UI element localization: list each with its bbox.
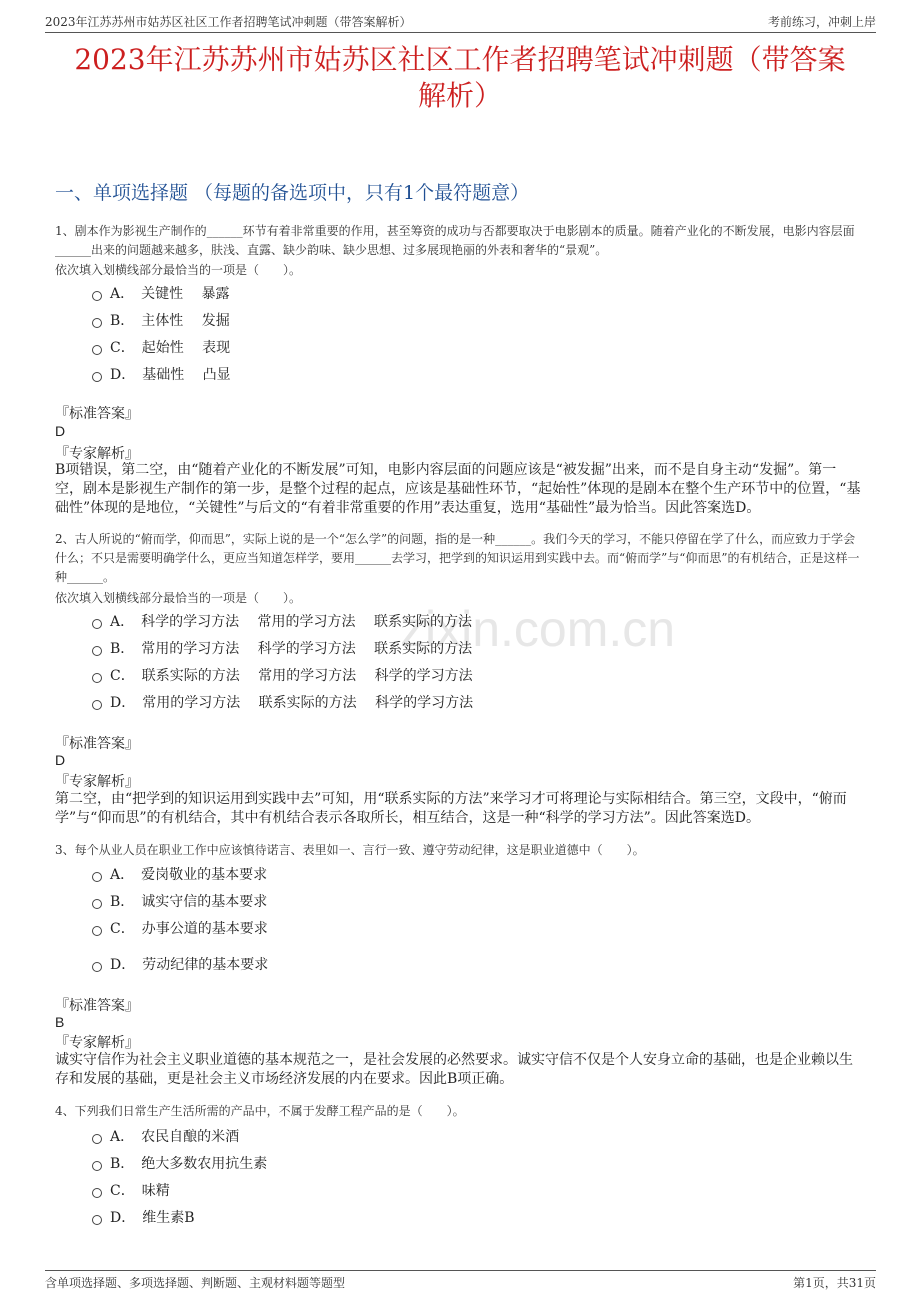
radio-icon[interactable] [92, 926, 102, 936]
question-2-option-c[interactable]: C． 联系实际的方法 常用的学习方法 科学的学习方法 [92, 665, 473, 685]
question-4-option-c[interactable]: C． 味精 [92, 1180, 170, 1200]
question-1-stem: 1、剧本作为影视生产制作的______环节有着非常重要的作用，甚至筹资的成功与否都要取决于电影剧本的质量。随着产业化的不断发展，电影内容层面______出来的问题越来越多，肤浅、直露、缺少韵味、缺少思想、过多展现艳丽的外表和奢华的“景观”。 [55, 224, 855, 257]
question-1-answer: D [55, 423, 66, 439]
page-number: 第1页，共31页 [793, 1276, 876, 1290]
radio-icon[interactable] [92, 673, 102, 683]
radio-icon[interactable] [92, 345, 102, 355]
question-3-option-b[interactable]: B． 诚实守信的基本要求 [92, 891, 267, 911]
question-3-stem: 3、每个从业人员在职业工作中应该慎待诺言、表里如一、言行一致、遵守劳动纪律，这是职业道德中（ ）。 [55, 843, 645, 857]
radio-icon[interactable] [92, 899, 102, 909]
question-1-option-d[interactable]: D． 基础性 凸显 [92, 364, 231, 384]
question-4-option-a[interactable]: A． 农民自酿的米酒 [92, 1126, 239, 1146]
radio-icon[interactable] [92, 700, 102, 710]
question-4-stem: 4、下列我们日常生产生活所需的产品中，不属于发酵工程产品的是（ ）。 [55, 1104, 465, 1118]
radio-icon[interactable] [92, 646, 102, 656]
explanation-label: 『专家解析』 [55, 1035, 139, 1051]
radio-icon[interactable] [92, 1161, 102, 1171]
radio-icon[interactable] [92, 962, 102, 972]
question-3-option-a[interactable]: A． 爱岗敬业的基本要求 [92, 864, 267, 884]
section-title: 一、单项选择题 （每题的备选项中，只有1个最符题意） [55, 182, 530, 204]
question-3-explanation: 诚实守信作为社会主义职业道德的基本规范之一，是社会发展的必然要求。诚实守信不仅是个人安身立命的基础，也是企业赖以生存和发展的基础，更是社会主义市场经济发展的内在要求。因此B项正确。 [55, 1052, 853, 1087]
page-header [45, 10, 876, 33]
question-4-option-d[interactable]: D． 维生素B [92, 1207, 195, 1227]
radio-icon[interactable] [92, 872, 102, 882]
header-slogan: 考前练习，冲刺上岸 [767, 15, 876, 29]
question-1-prompt: 依次填入划横线部分最恰当的一项是（ ）。 [55, 263, 302, 277]
answer-label: 『标准答案』 [55, 406, 139, 422]
question-1-option-c[interactable]: C． 起始性 表现 [92, 337, 230, 357]
explanation-label: 『专家解析』 [55, 446, 139, 462]
question-1-option-b[interactable]: B． 主体性 发掘 [92, 310, 230, 330]
radio-icon[interactable] [92, 318, 102, 328]
question-2-option-b[interactable]: B． 常用的学习方法 科学的学习方法 联系实际的方法 [92, 638, 472, 658]
watermark: zixin.com.cn [400, 601, 676, 657]
question-2-stem: 2、古人所说的“俯而学，仰而思”，实际上说的是一个“怎么学”的问题，指的是一种______。我们今天的学习，不能只停留在学了什么，而应致力于学会什么；不只是需要明确学什么，更应当知道怎样学，要用______去学习，把学到的知识运用到实践中去。而“俯而学”与“仰而思”的有机结合，正是这样一种______。 [55, 532, 860, 584]
explanation-label: 『专家解析』 [55, 774, 139, 790]
radio-icon[interactable] [92, 1134, 102, 1144]
question-3-answer: B [55, 1014, 65, 1030]
question-1-explanation: B项错误，第二空，由“随着产业化的不断发展”可知，电影内容层面的问题应该是“被发掘”出来，而不是自身主动“发掘”。第一空，剧本是影视生产制作的第一步，是整个过程的起点，应该是基础性环节，“起始性”体现的是剧本在整个生产环节中的位置，“基础性”体现的是地位，“关键性”与后文的“有着非常重要的作用”表达重复，选用“基础性”最为恰当。因此答案选D。 [55, 462, 861, 516]
document-title-line2: 解析） [417, 79, 502, 112]
answer-label: 『标准答案』 [55, 736, 139, 752]
radio-icon[interactable] [92, 1215, 102, 1225]
radio-icon[interactable] [92, 1188, 102, 1198]
question-2-explanation: 第二空，由“把学到的知识运用到实践中去”可知，用“联系实际的方法”来学习才可将理论与实际相结合。第三空，文段中，“俯而学”与“仰而思”的有机结合，其中有机结合表示各取所长，相互结合，这是一种“科学的学习方法”。因此答案选D。 [55, 791, 847, 826]
question-2-prompt: 依次填入划横线部分最恰当的一项是（ ）。 [55, 591, 302, 605]
radio-icon[interactable] [92, 372, 102, 382]
question-3-option-c[interactable]: C． 办事公道的基本要求 [92, 918, 268, 938]
answer-label: 『标准答案』 [55, 998, 139, 1014]
question-2-answer: D [55, 752, 66, 768]
radio-icon[interactable] [92, 291, 102, 301]
document-title-line1: 2023年江苏苏州市姑苏区社区工作者招聘笔试冲刺题（带答案 [74, 43, 846, 76]
document-title [40, 42, 880, 114]
radio-icon[interactable] [92, 619, 102, 629]
header-doc-title: 2023年江苏苏州市姑苏区社区工作者招聘笔试冲刺题（带答案解析） [45, 15, 412, 29]
question-3-option-d[interactable]: D． 劳动纪律的基本要求 [92, 954, 268, 974]
page-footer [45, 1270, 876, 1290]
question-1-option-a[interactable]: A． 关键性 暴露 [92, 283, 230, 303]
question-4-option-b[interactable]: B． 绝大多数农用抗生素 [92, 1153, 267, 1173]
question-2-option-d[interactable]: D． 常用的学习方法 联系实际的方法 科学的学习方法 [92, 692, 473, 712]
question-2-option-a[interactable]: A． 科学的学习方法 常用的学习方法 联系实际的方法 [92, 611, 472, 631]
footer-question-types: 含单项选择题、多项选择题、判断题、主观材料题等题型 [45, 1276, 346, 1290]
